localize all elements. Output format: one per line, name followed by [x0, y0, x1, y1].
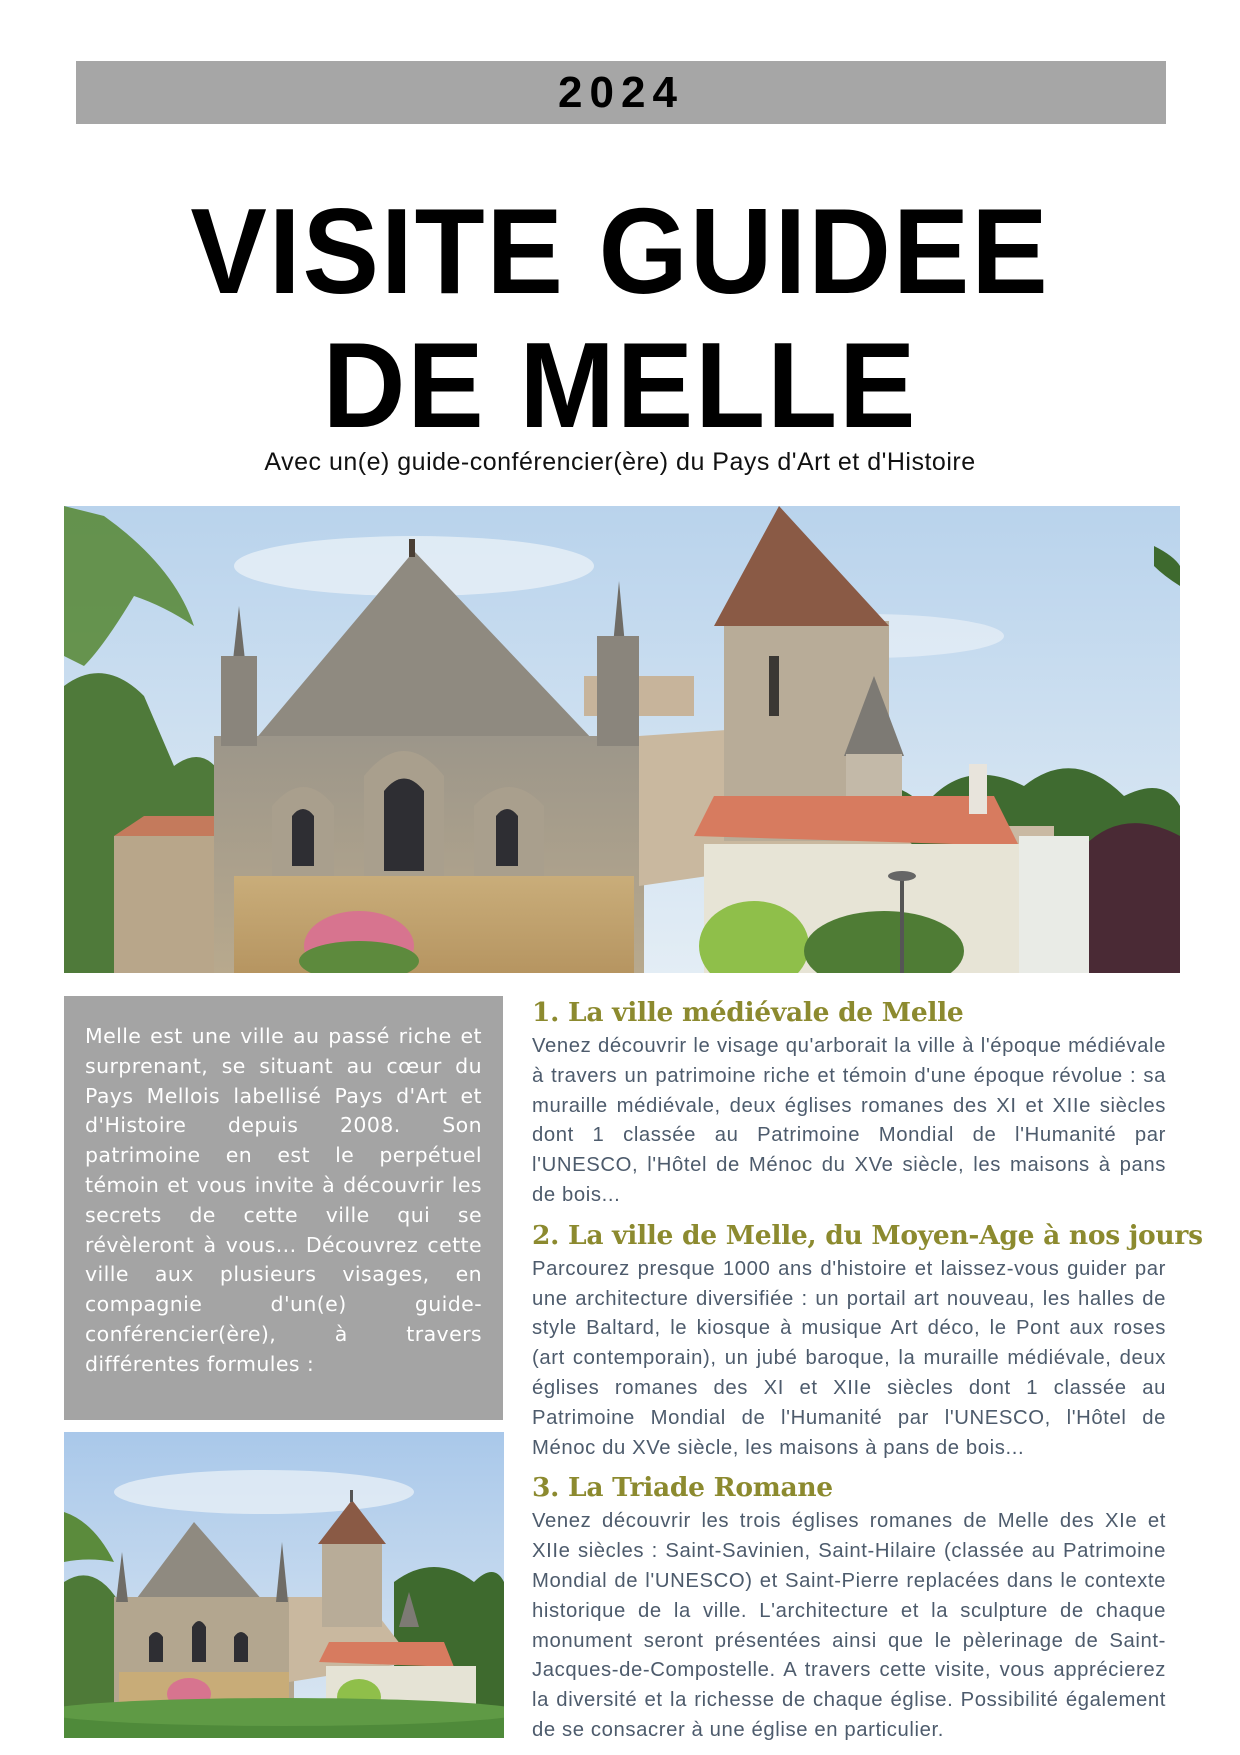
section-body: Venez découvrir les trois églises romanes de Melle des XIe et XIIe siècles : Saint-Savinien, Saint-Hilaire (classée au Patrimoine Mondial de l'UNESCO) et Saint-Pierre replacées dans le contexte historique de la ville. L'architecture et la sculpture de chaque monument seront présentées ainsi que le pèlerinage de Saint-Jacques-de-Compostelle. A travers cette visite, vous apprécierez la diversité et la richesse de chaque église. Possibilité également de se consacrer à une église en particulier. [532, 1510, 1166, 1741]
intro-text-box [64, 996, 503, 1420]
section-body: Venez découvrir le visage qu'arborait la ville à l'époque médiévale à travers un patrimoine riche et témoin d'une époque révolue : sa muraille médiévale, deux églises romanes des XI et XIIe siècles dont 1 classée au Patrimoine Mondial de l'Humanité par l'UNESCO, l'Hôtel de Ménoc du XVe siècle, les maisons à pans de bois... [532, 1035, 1166, 1206]
section-heading: 1. La ville médiévale de Melle [532, 997, 964, 1028]
section-medieval-town [532, 994, 1166, 1211]
tour-formulas-list [532, 994, 1203, 1746]
page-title-line-2: DE MELLE [322, 317, 918, 453]
year-label: 2024 [558, 67, 684, 117]
section-romanesque-triad [532, 1469, 1166, 1745]
year-banner [76, 61, 1166, 124]
section-body: Parcourez presque 1000 ans d'histoire et laissez-vous guider par une architecture diversifiée : un portail art nouveau, les halles de style Baltard, le kiosque à musique Art déco, le Pont aux roses (art contemporain), un jubé baroque, la muraille médiévale, deux églises romanes des XI et XIIe siècles dont 1 classée au Patrimoine Mondial de l'Humanité par l'UNESCO, l'Hôtel de Ménoc du XVe siècle, les maisons à pans de bois... [532, 1257, 1166, 1459]
main-church-photo [64, 506, 1180, 973]
page-title-line-1: VISITE GUIDEE [190, 183, 1050, 319]
small-church-photo [64, 1432, 504, 1738]
section-heading: 3. La Triade Romane [532, 1472, 833, 1504]
intro-paragraph: Melle est une ville au passé riche et surprenant, se situant au cœur du Pays Mellois labellisé Pays d'Art et d'Histoire depuis 2008. Son patrimoine en est le perpétuel témoin et vous invite à découvrir les secrets de cette ville qui se révèleront à vous... Découvrez cette ville aux plusieurs visages, en compagnie d'un(e) guide-conférencier(ère), à travers différentes formules : [85, 1024, 482, 1376]
page-subtitle: Avec un(e) guide-conférencier(ère) du Pays d'Art et d'Histoire [264, 448, 976, 476]
section-middle-ages-to-today [532, 1217, 1203, 1464]
section-heading: 2. La ville de Melle, du Moyen-Age à nos jours [532, 1219, 1203, 1251]
